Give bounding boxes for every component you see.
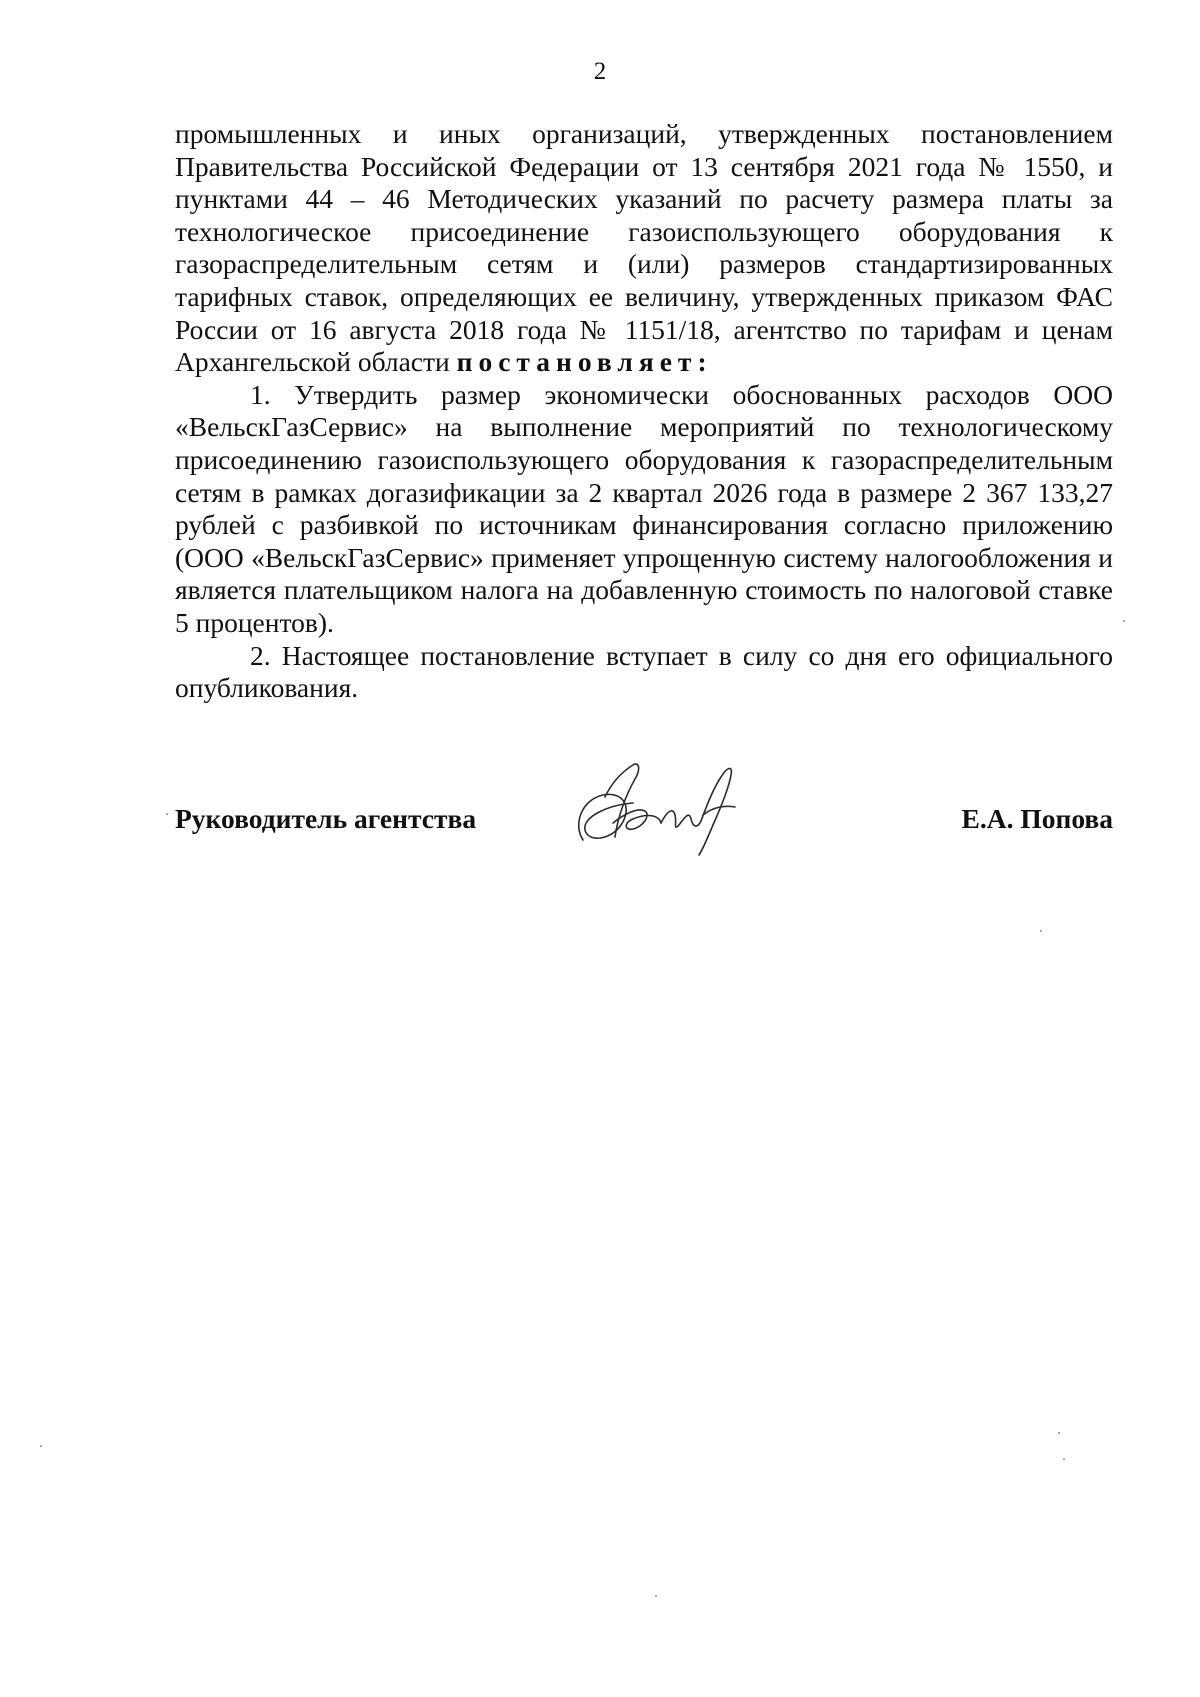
scan-speck [1063,1458,1065,1460]
handwritten-signature [563,745,753,860]
item-1-paragraph: 1. Утвердить размер экономически обоснованных расходов ООО «ВельскГазСервис» на выполнение мероприятий по технологическому присоединению газоиспользующего оборудования к газораспределительным сетям в рамках догазификации за 2 квартал 2026 года в размере 2 367 133,27 рублей с разбивкой по источникам финансирования согласно приложению (ООО «ВельскГазСервис» применяет упрощенную систему налогообложения и является плательщиком налога на добавленную стоимость по налоговой ставке 5 процентов). [175,378,1113,638]
scan-speck [40,1445,42,1447]
signer-position: Руководитель агентства [175,803,477,834]
scan-speck [1123,620,1125,622]
signature-block [175,795,1113,855]
scan-speck [1058,1432,1060,1434]
scan-speck [655,1595,657,1597]
intro-paragraph [175,118,1113,379]
intro-text: промышленных и иных организаций, утвержденных постановлением Правительства Российской Федерации от 13 сентября 2021 года № 1550, и пунктами 44 – 46 Методических указаний по расчету размера платы за технологическое присоединение газоиспользующего оборудования к газораспределительным сетям и (или) размеров стандартизированных тарифных ставок, определяющих ее величину, утвержденных приказом ФАС России от 16 августа 2018 года № 1151/18, агентство по тарифам и ценам Архангельской области [175,118,1113,378]
scan-speck [166,813,168,815]
document-body [175,118,1113,705]
page-number: 2 [593,58,607,85]
item-2-paragraph: 2. Настоящее постановление вступает в силу со дня его официального опубликования. [175,639,1113,704]
scan-speck [1040,930,1042,932]
decree-word: постановляет: [456,346,713,378]
signer-name: Е.А. Попова [961,803,1113,834]
